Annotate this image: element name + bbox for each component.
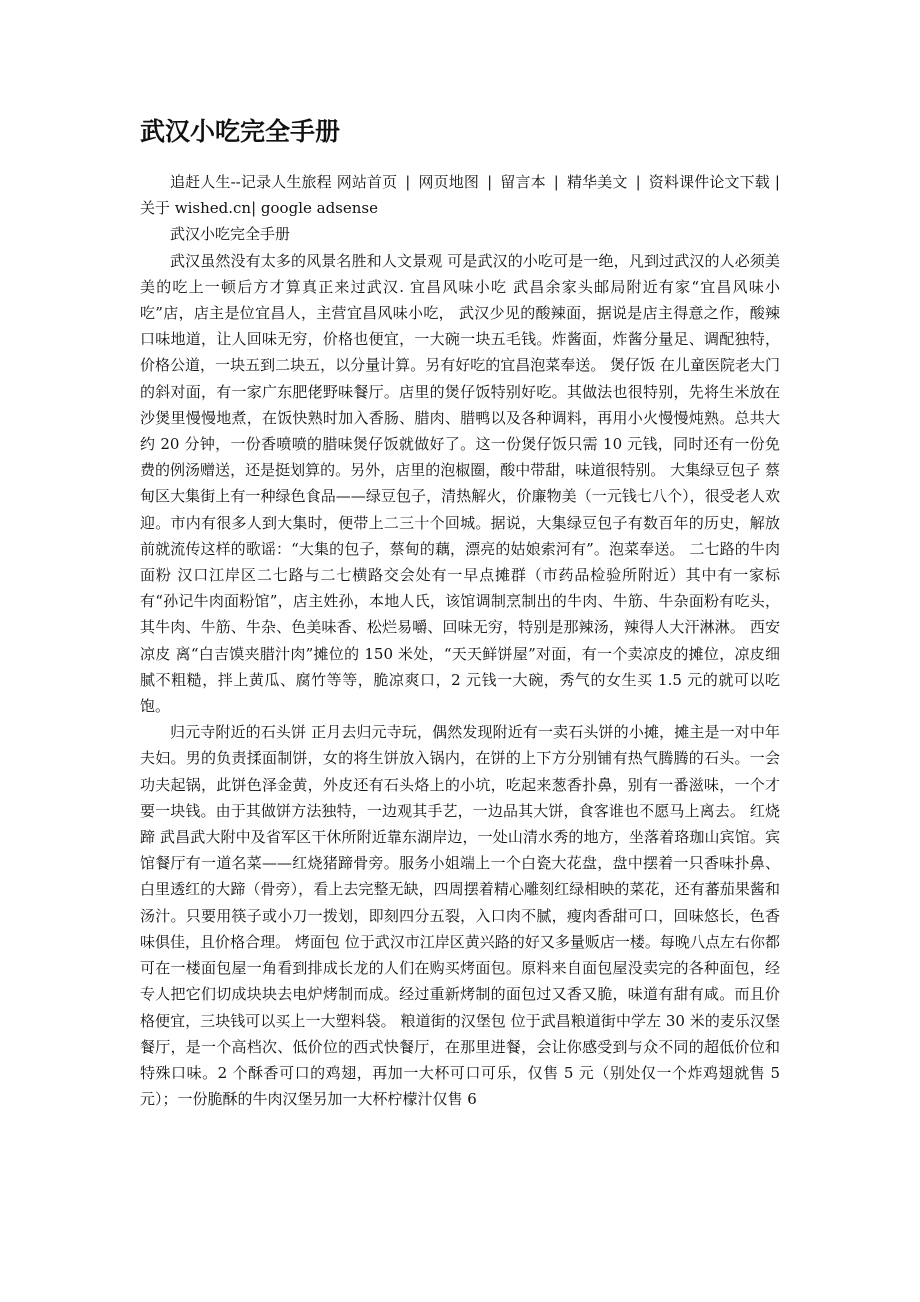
document-body	[140, 169, 780, 1112]
nav-link-sitemap[interactable]: 网页地图	[418, 173, 480, 191]
nav-separator: |	[553, 173, 559, 191]
nav-link-guestbook[interactable]: 留言本	[500, 173, 546, 191]
nav-link-adsense[interactable]: google adsense	[260, 199, 378, 218]
body-paragraph: 武汉虽然没有太多的风景名胜和人文景观 可是武汉的小吃可是一绝，凡到过武汉的人必须美美的吃上一顿后方才算真正来过武汉. 宜昌风味小吃 武昌余家头邮局附近有家“宜昌风味小吃”店，店主是位宜昌人，主营宜昌风味小吃， 武汉少见的酸辣面，据说是店主得意之作，酸辣口味地道，让人回味无穷，价格也便宜，一大碗一块五毛钱。炸酱面，炸酱分量足、调配独特，价格公道，一块五到二块五，以分量计算。另有好吃的宜昌泡菜奉送。 煲仔饭 在儿童医院老大门的斜对面，有一家广东肥佬野味餐厅。店里的煲仔饭特别好吃。其做法也很特别，先将生米放在沙煲里慢慢地煮，在饭快熟时加入香肠、腊肉、腊鸭以及各种调料，再用小火慢慢炖熟。总共大约 20 分钟，一份香喷喷的腊味煲仔饭就做好了。这一份煲仔饭只需 10 元钱，同时还有一份免费的例汤赠送，还是挺划算的。另外，店里的泡椒圈，酸中带甜，味道很特别。 大集绿豆包子 蔡甸区大集街上有一种绿色食品——绿豆包子，清热解火，价廉物美（一元钱七八个），很受老人欢迎。市内有很多人到大集时，便带上二三十个回城。据说，大集绿豆包子有数百年的历史，解放前就流传这样的歌谣：“大集的包子，蔡甸的藕，漂亮的姑娘索河有”。泡菜奉送。 二七路的牛肉面粉 汉口江岸区二七路与二七横路交会处有一早点摊群（市药品检验所附近）其中有一家标有“孙记牛肉面粉馆”，店主姓孙，本地人氏，该馆调制烹制出的牛肉、牛筋、牛杂面粉有吃头，其牛肉、牛筋、牛杂、色美味香、松烂易嚼、回味无穷，特别是那辣汤，辣得人大汗淋淋。 西安凉皮 离“白吉馍夹腊汁肉”摊位的 150 米处，“天天鲜饼屋”对面，有一个卖凉皮的摊位，凉皮细腻不粗糙，拌上黄瓜、腐竹等等，脆凉爽口，2 元钱一大碗，秀气的女生买 1.5 元的就可以吃饱。	[140, 251, 780, 716]
nav-link-about[interactable]: 关于 wished.cn	[140, 199, 252, 218]
nav-separator: |	[251, 199, 257, 218]
document-title: 武汉小吃完全手册	[140, 117, 341, 146]
nav-link-home[interactable]: 网站首页	[336, 173, 398, 191]
site-nav-line	[140, 169, 780, 221]
document-subtitle: 武汉小吃完全手册	[170, 225, 291, 244]
body-paragraph: 归元寺附近的石头饼 正月去归元寺玩，偶然发现附近有一卖石头饼的小摊，摊主是一对中年夫妇。男的负责揉面制饼，女的将生饼放入锅内，在饼的上下方分别铺有热气腾腾的石头。一会功夫起锅，此饼色泽金黄，外皮还有石头烙上的小坑，吃起来葱香扑鼻，别有一番滋味，一个才要一块钱。由于其做饼方法独特，一边观其手艺，一边品其大饼，食客谁也不愿马上离去。 红烧蹄 武昌武大附中及省军区干休所附近靠东湖岸边，一处山清水秀的地方，坐落着珞珈山宾馆。宾馆餐厅有一道名菜——红烧猪蹄骨旁。服务小姐端上一个白瓷大花盘，盘中摆着一只香味扑鼻、白里透红的大蹄（骨旁），看上去完整无缺，四周摆着精心雕刻红绿相映的菜花，还有蕃茄果酱和汤汁。只要用筷子或小刀一拨划，即刻四分五裂，入口肉不腻，瘦肉香甜可口，回味悠长，色香味俱佳，且价格合理。 烤面包 位于武汉市江岸区黄兴路的好又多量贩店一楼。每晚八点左右你都可在一楼面包屋一角看到排成长龙的人们在购买烤面包。原料来自面包屋没卖完的各种面包，经专人把它们切成块块去电炉烤制而成。经过重新烤制的面包过又香又脆，味道有甜有咸。而且价格便宜，三块钱可以买上一大塑料袋。 粮道街的汉堡包 位于武昌粮道街中学左 30 米的麦乐汉堡餐厅，是一个高档次、低价位的西式快餐厅，在那里进餐，会让你感受到与众不同的超低价位和特殊口味。2 个酥香可口的鸡翅，再加一大杯可口可乐，仅售 5 元（别处仅一个炸鸡翅就售 5 元）；一份脆酥的牛肉汉堡另加一大杯柠檬汁仅售 6	[140, 723, 780, 1109]
nav-separator: |	[774, 173, 780, 191]
site-name: 追赶人生--记录人生旅程	[170, 173, 332, 191]
nav-separator: |	[635, 173, 641, 191]
nav-separator: |	[487, 173, 493, 191]
nav-link-downloads[interactable]: 资料课件论文下载	[648, 173, 770, 191]
nav-link-essays[interactable]: 精华美文	[566, 173, 628, 191]
nav-separator: |	[405, 173, 411, 191]
